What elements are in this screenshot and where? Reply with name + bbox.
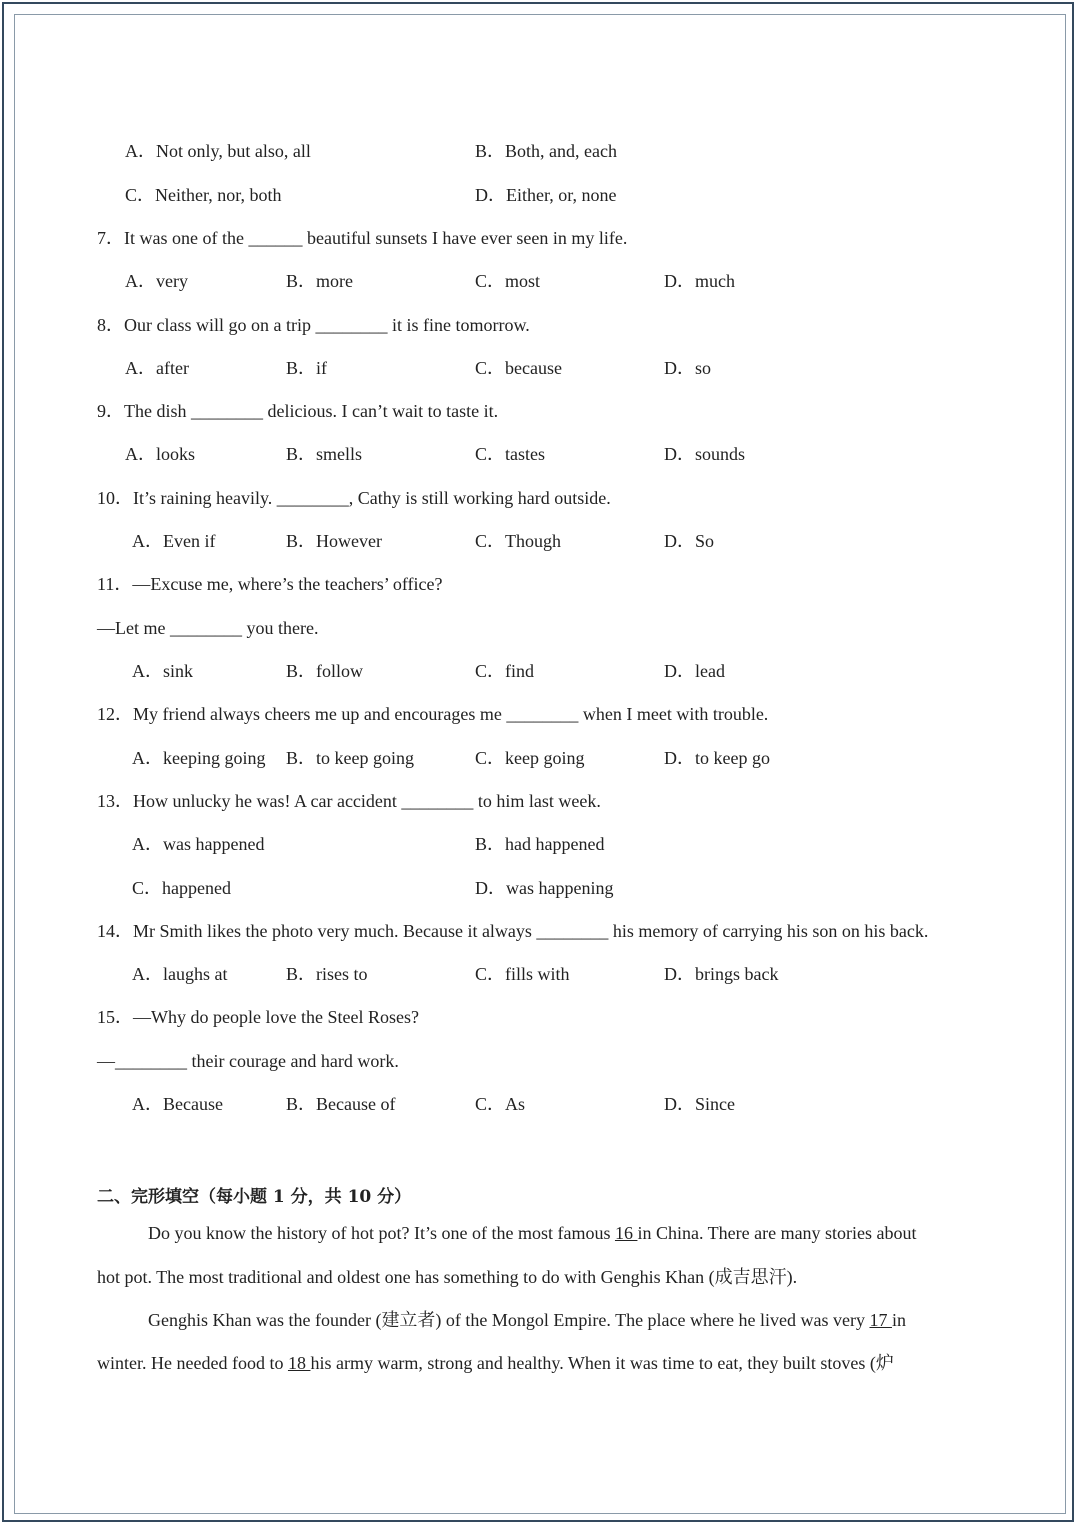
q11-option-a: A．sink (132, 661, 194, 681)
q14-option-d: D．brings back (664, 964, 779, 984)
q12-option-c: C．keep going (475, 748, 585, 768)
q12-option-d: D．to keep go (664, 748, 770, 768)
cloze-line-1 (148, 1221, 917, 1245)
cloze-blank-17: 17 (869, 1310, 892, 1330)
q8-option-b: B．if (286, 358, 328, 378)
cloze-text: Do you know the history of hot pot? It’s one of the most famous (148, 1223, 615, 1243)
cloze-blank-16: 16 (614, 1223, 638, 1243)
q14-option-b: B．rises to (286, 964, 368, 984)
q10-option-c: C．Though (475, 531, 562, 551)
q10-stem: 10．It’s raining heavily. ________, Cathy is still working hard outside. (97, 488, 611, 508)
q10-option-a: A．Even if (132, 531, 216, 551)
q6-option-c: C．Neither, nor, both (125, 185, 282, 205)
cloze-text: in China. There are many stories about (637, 1223, 917, 1243)
q11-option-d: D．lead (664, 661, 725, 681)
q11-option-c: C．find (475, 661, 535, 681)
cloze-line-4 (97, 1351, 894, 1375)
q9-option-d: D．sounds (664, 444, 746, 464)
q8-option-d: D．so (664, 358, 712, 378)
q13-option-b: B．had happened (475, 834, 605, 854)
q13-option-d: D．was happening (475, 878, 614, 898)
q14-option-a: A．laughs at (132, 964, 228, 984)
cloze-blank-18: 18 (287, 1353, 311, 1373)
section2-heading: 二、完形填空（每小题 1 分，共 10 分） (97, 1187, 412, 1207)
q9-stem: 9．The dish ________ delicious. I can’t wait to taste it. (97, 401, 499, 421)
q13-option-c: C．happened (132, 878, 231, 898)
q15-option-a: A．Because (132, 1094, 223, 1114)
q12-option-b: B．to keep going (286, 748, 414, 768)
q10-option-d: D．So (664, 531, 715, 551)
q13-stem: 13．How unlucky he was! A car accident ________ to him last week. (97, 791, 601, 811)
q12-stem: 12．My friend always cheers me up and encourages me ________ when I meet with trouble. (97, 704, 769, 724)
q11-reply: —Let me ________ you there. (97, 618, 319, 638)
q15-reply: —________ their courage and hard work. (97, 1051, 399, 1071)
cloze-text: winter. He needed food to (97, 1353, 288, 1373)
q6-option-b: B．Both, and, each (475, 141, 617, 161)
cloze-line-2: hot pot. The most traditional and oldest one has something to do with Genghis Khan (成吉思汗). (97, 1267, 798, 1287)
q7-option-b: B．more (286, 271, 353, 291)
q9-option-a: A．looks (125, 444, 196, 464)
cloze-line-3 (148, 1308, 906, 1332)
q7-option-d: D．much (664, 271, 735, 291)
q13-option-a: A．was happened (132, 834, 265, 854)
cloze-text: in (891, 1310, 906, 1330)
q6-option-d: D．Either, or, none (475, 185, 617, 205)
q10-option-b: B．However (286, 531, 382, 551)
q7-option-c: C．most (475, 271, 541, 291)
q11-stem: 11．—Excuse me, where’s the teachers’ office? (97, 574, 443, 594)
q9-option-c: C．tastes (475, 444, 545, 464)
q7-option-a: A．very (125, 271, 188, 291)
q8-option-c: C．because (475, 358, 562, 378)
q8-option-a: A．after (125, 358, 189, 378)
q14-stem: 14．Mr Smith likes the photo very much. Because it always ________ his memory of carrying his son on his back. (97, 921, 929, 941)
q15-option-b: B．Because of (286, 1094, 396, 1114)
q12-option-a: A．keeping going (132, 748, 266, 768)
q6-option-a: A．Not only, but also, all (125, 141, 311, 161)
q11-option-b: B．follow (286, 661, 364, 681)
q9-option-b: B．smells (286, 444, 363, 464)
q7-stem: 7．It was one of the ______ beautiful sunsets I have ever seen in my life. (97, 228, 628, 248)
cloze-text: Genghis Khan was the founder (建立者) of the Mongol Empire. The place where he lived was very (148, 1310, 870, 1330)
q15-option-c: C．As (475, 1094, 526, 1114)
q8-stem: 8．Our class will go on a trip ________ it is fine tomorrow. (97, 315, 530, 335)
cloze-text: his army warm, strong and healthy. When it was time to eat, they built stoves (炉 (310, 1353, 894, 1373)
q15-option-d: D．Since (664, 1094, 735, 1114)
q15-stem: 15．—Why do people love the Steel Roses? (97, 1007, 419, 1027)
q14-option-c: C．fills with (475, 964, 570, 984)
